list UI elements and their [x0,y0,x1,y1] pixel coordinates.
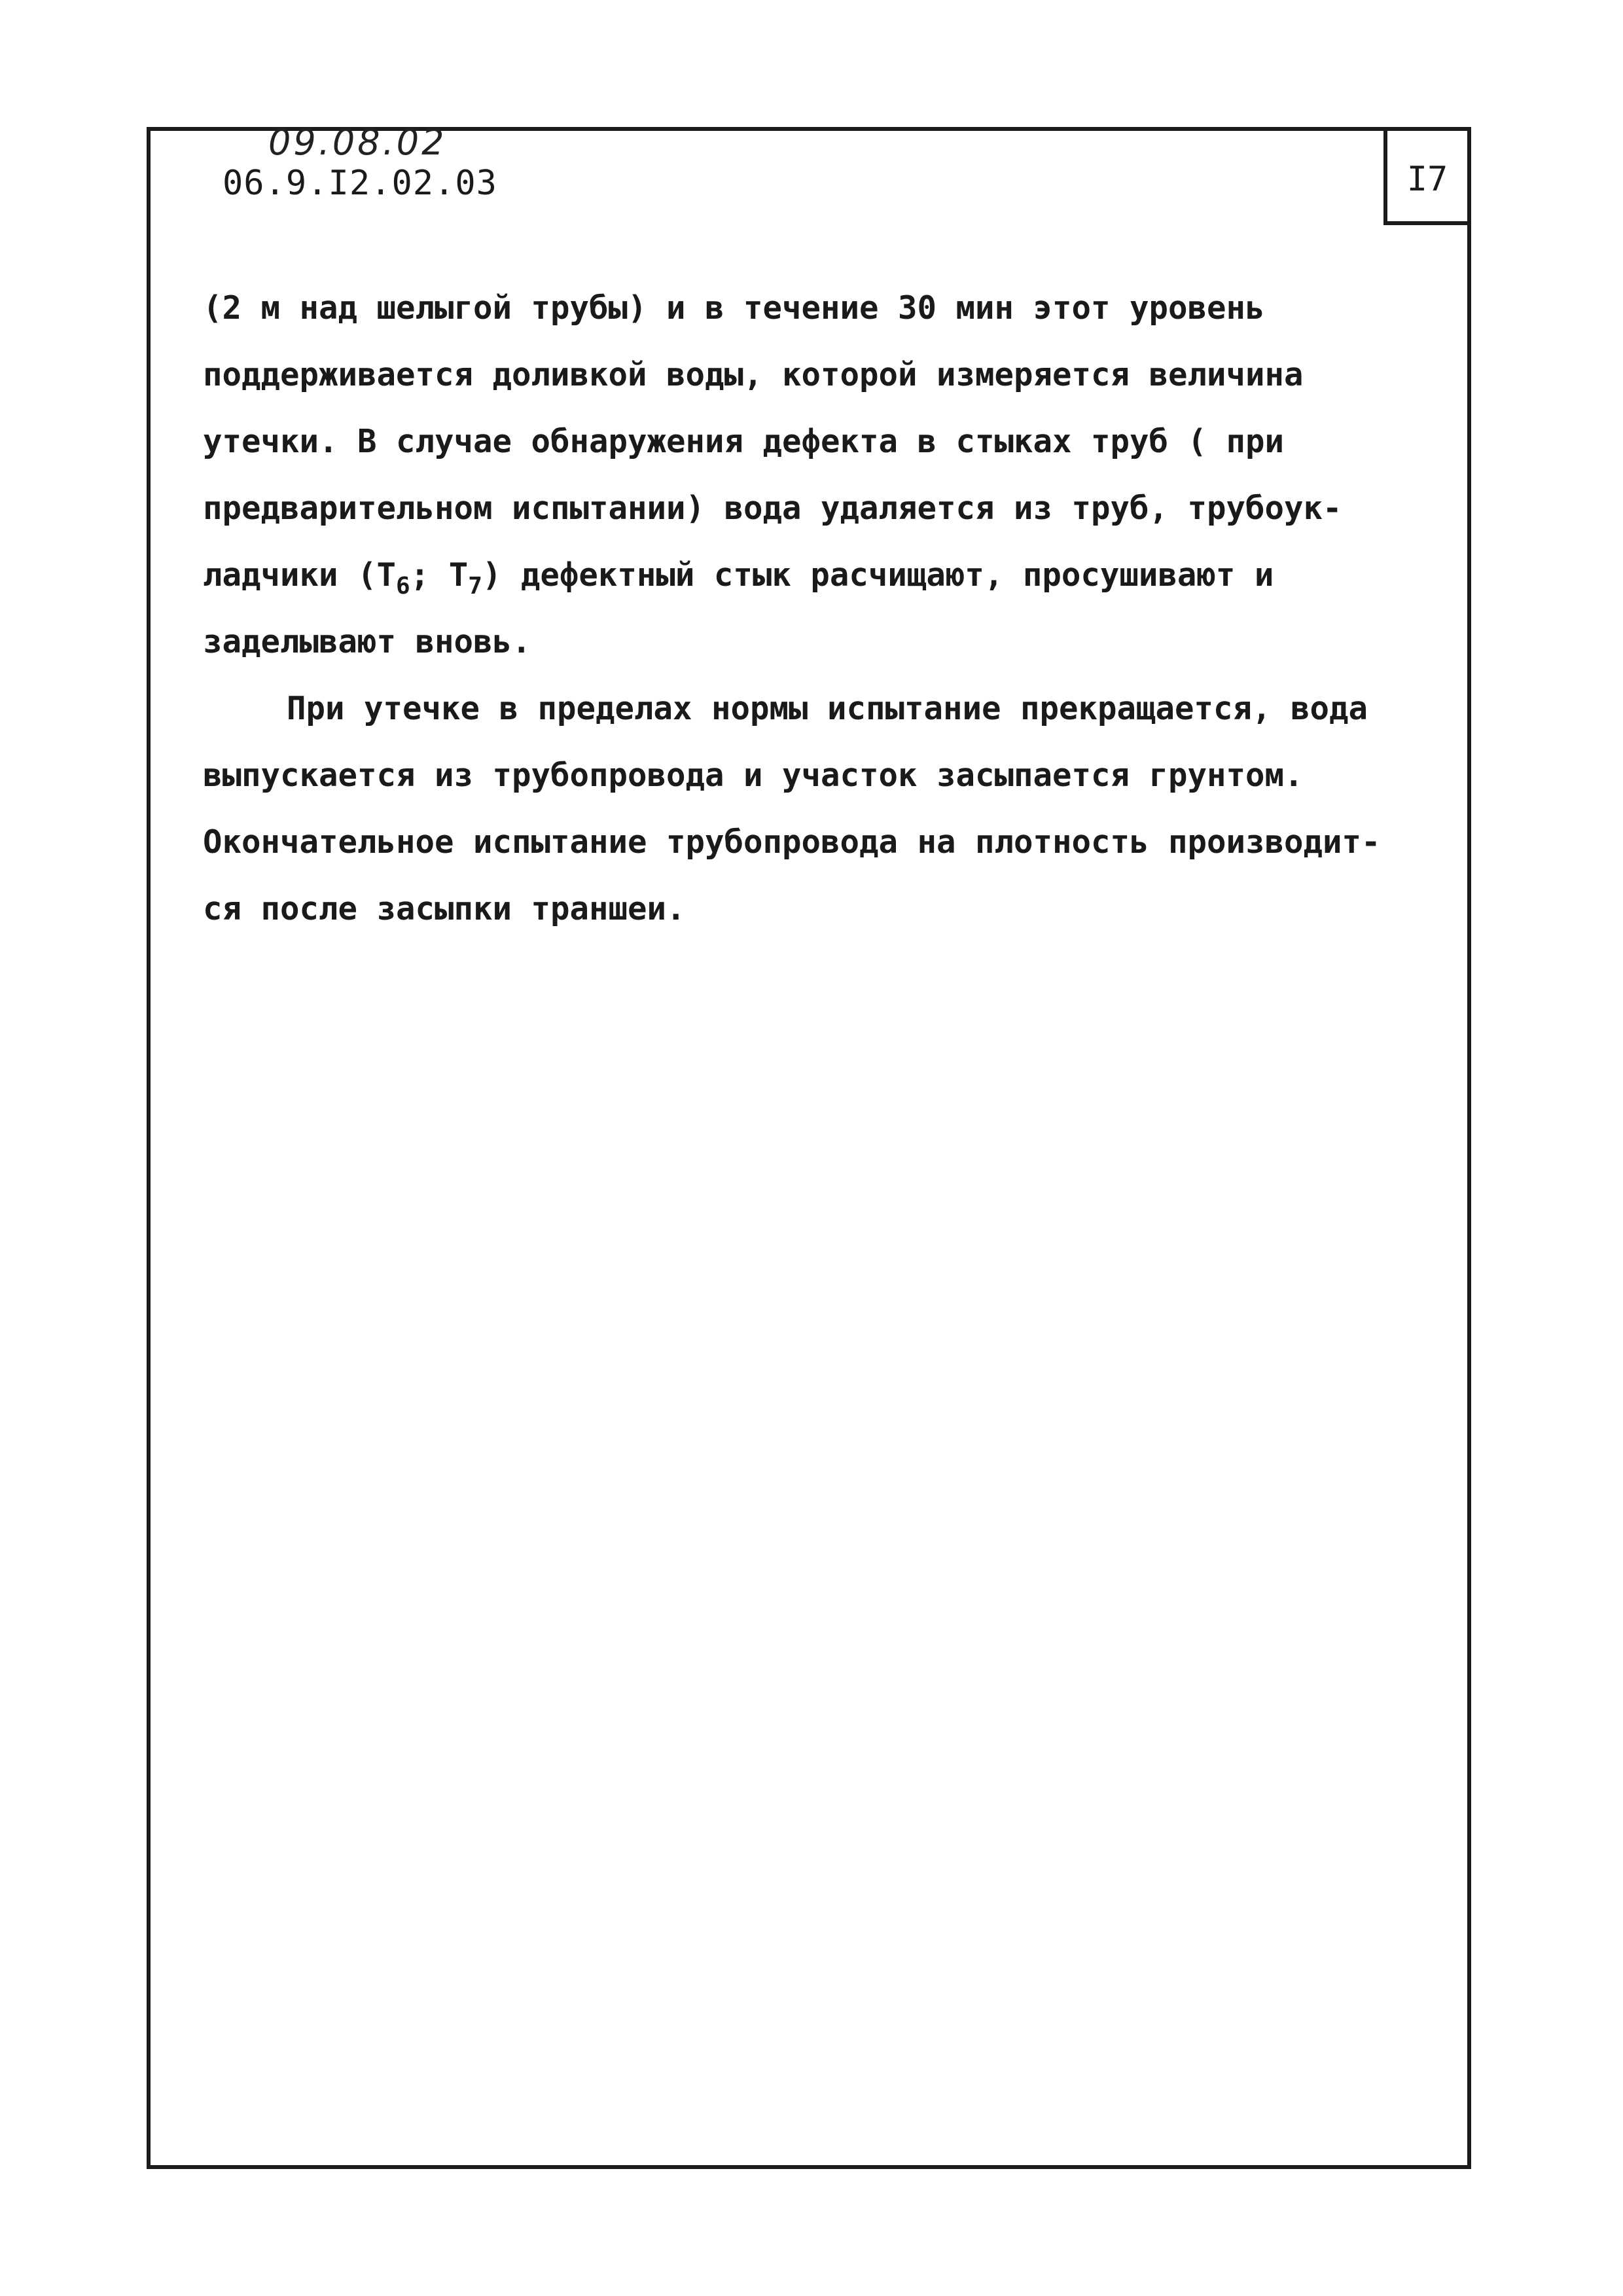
text-fragment: ) дефектный стык расчищают, просушивают и [482,556,1274,594]
subscript-6: 6 [396,573,410,600]
paragraph-2 [203,675,1459,942]
text-line: заделывают вновь. [203,623,531,660]
text-line-with-subscripts [203,542,1459,609]
handwritten-document-code: 09.08.02 [268,122,447,163]
text-line: При утечке в пределах нормы испытание прекращается, вода [287,690,1368,727]
text-fragment: ; Т [410,556,469,594]
text-fragment: ладчики (Т [203,556,397,594]
paragraph-1 [203,275,1459,675]
text-line: Окончательное испытание трубопровода на плотность производит- [203,823,1381,861]
page-number: I7 [1406,160,1448,199]
text-line: поддерживается доливкой воды, которой измеряется величина [203,356,1304,393]
text-line: предварительном испытании) вода удаляется из труб, трубоук- [203,490,1342,527]
body-text [203,275,1459,942]
text-line: ся после засыпки траншеи. [203,890,686,927]
text-line: выпускается из трубопровода и участок засыпается грунтом. [203,757,1304,794]
subscript-7: 7 [468,573,482,600]
document-code: 06.9.I2.02.03 [223,164,497,203]
text-line: (2 м над шелыгой трубы) и в течение 30 мин этот уровень [203,289,1265,327]
text-line: утечки. В случае обнаружения дефекта в стыках труб ( при [203,423,1285,460]
